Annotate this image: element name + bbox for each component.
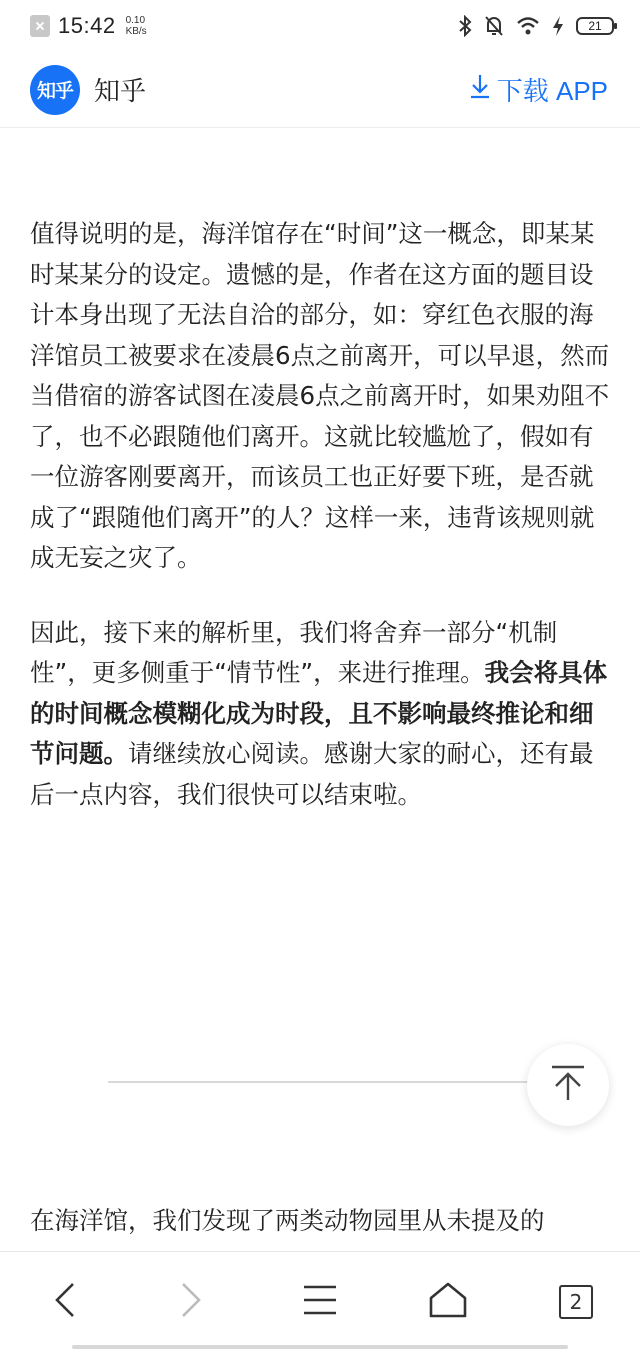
bottom-navigation-bar: [0, 1251, 640, 1351]
paragraph-text: 因此，接下来的解析里，我们将舍弃一部分“机制性”，更多侧重于“情节性”，来进行推理。: [30, 617, 558, 687]
no-sim-icon: [30, 15, 50, 37]
chevron-left-icon: [51, 1280, 77, 1324]
menu-icon: [302, 1283, 338, 1321]
bold-emphasis: 我会将具体的时间概念模糊化成为时段，且不影响最终推论和细节问题。: [30, 658, 608, 768]
bluetooth-icon: [458, 15, 472, 37]
zhihu-logo[interactable]: [30, 65, 80, 115]
wifi-icon: [516, 16, 540, 36]
charging-icon: [552, 15, 564, 37]
brand[interactable]: [30, 65, 146, 115]
article-paragraph: [30, 613, 610, 816]
section-divider: [108, 1081, 532, 1083]
download-label: 下载 APP: [496, 76, 608, 106]
network-speed-value: 0.10: [125, 15, 146, 26]
back-to-top-button[interactable]: [527, 1044, 609, 1126]
download-app-button[interactable]: [469, 71, 608, 108]
arrow-up-to-top-icon: [548, 1063, 588, 1107]
network-speed: [126, 15, 147, 37]
paragraph-text: 请继续放心阅读。感谢大家的耐心，还有最后一点内容，我们很快可以结束啦。: [30, 739, 594, 809]
app-name: 知乎: [94, 77, 147, 107]
app-header: [0, 52, 640, 128]
tabs-count-icon: [559, 1285, 593, 1319]
home-icon: [428, 1281, 468, 1323]
forward-button[interactable]: [160, 1270, 224, 1334]
battery-level: 21: [588, 19, 602, 33]
article-paragraph-partial: 在海洋馆，我们发现了两类动物园里从未提及的: [30, 1206, 545, 1235]
download-icon: [469, 73, 491, 106]
network-speed-unit: KB/s: [125, 26, 147, 37]
home-button[interactable]: [416, 1270, 480, 1334]
tab-count: 2: [569, 1289, 583, 1314]
article-paragraph: 值得说明的是，海洋馆存在“时间”这一概念，即某某时某某分的设定。遗憾的是，作者在这方面的题目设计本身出现了无法自洽的部分，如：穿红色衣服的海洋馆员工被要求在凌晨6点之前离开，可以早退，然而当借宿的游客试图在凌晨6点之前离开时，如果劝阻不了，也不必跟随他们离开。这就比较尴尬了，假如有一位游客刚要离开，而该员工也正好要下班，是否就成了“跟随他们离开”的人？这样一来，违背该规则就成无妄之灾了。: [30, 219, 610, 572]
chevron-right-icon: [179, 1280, 205, 1324]
mute-bell-icon: [484, 15, 504, 37]
home-indicator: [72, 1345, 568, 1349]
menu-button[interactable]: [288, 1270, 352, 1334]
status-time: 15:42: [58, 13, 116, 38]
battery-icon: [576, 17, 614, 35]
tabs-button[interactable]: [544, 1270, 608, 1334]
article-body: [30, 214, 610, 849]
logo-text: 知乎: [36, 80, 73, 102]
status-bar: [0, 0, 640, 52]
back-button[interactable]: [32, 1270, 96, 1334]
